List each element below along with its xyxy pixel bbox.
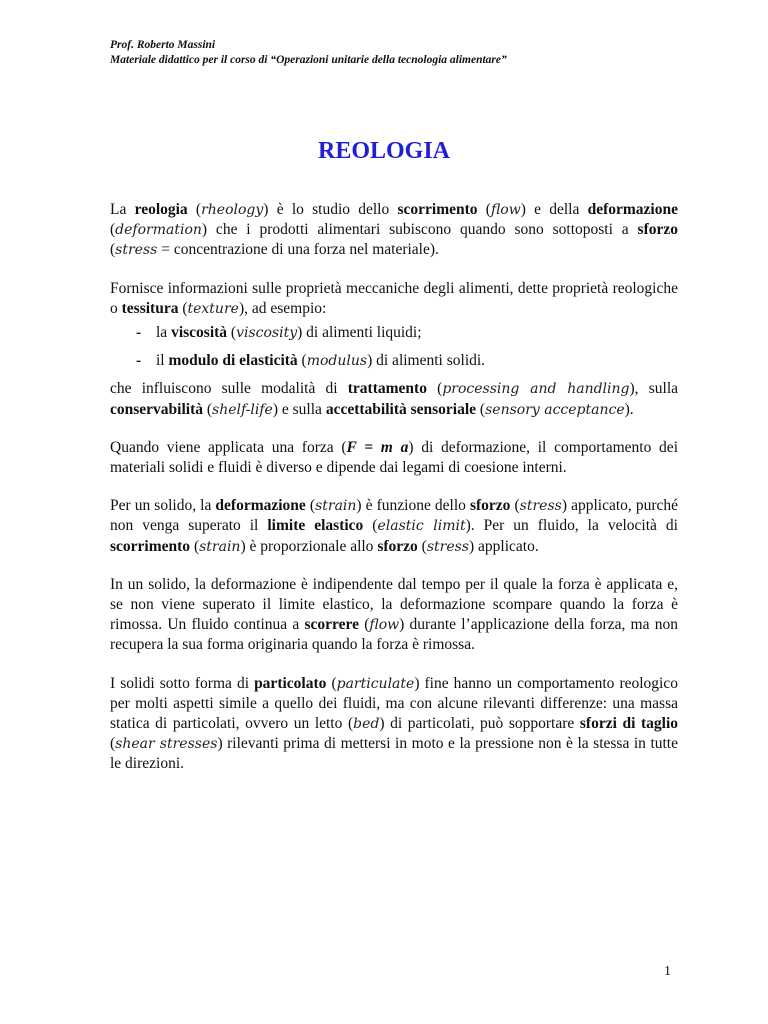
text-run: ). xyxy=(624,400,634,418)
text-run: ) di particolati, può sopportare xyxy=(379,715,580,733)
text-run: ) rilevanti prima di mettersi in moto e la pressione non è la stessa in tutte le direzioni. xyxy=(110,735,678,773)
english-term: rheology xyxy=(201,202,264,218)
text-run: il xyxy=(156,352,169,370)
text-run: ( xyxy=(110,241,116,259)
text-run: ). Per un fluido, la velocità di xyxy=(465,517,678,535)
paragraph-force xyxy=(110,438,678,478)
text-run: ( xyxy=(510,497,520,515)
text-run: ( xyxy=(178,299,188,317)
text-run: ( xyxy=(358,616,370,634)
text-run: ( xyxy=(110,221,116,239)
bold-term: modulo di elasticità xyxy=(168,352,298,370)
text-run: ( xyxy=(187,201,202,218)
text-run: ) che i prodotti alimentari subiscono quando sono sottoposti a xyxy=(201,221,638,239)
bold-term: particolato xyxy=(254,674,327,692)
english-term: elastic limit xyxy=(377,518,466,535)
document-body xyxy=(110,200,678,775)
english-term: shear stresses xyxy=(115,736,218,753)
bold-term: deformazione xyxy=(215,497,306,515)
bold-term: scorrere xyxy=(304,616,359,634)
text-run: = concentrazione di una forza nel materiale). xyxy=(157,241,439,259)
english-term: flow xyxy=(490,202,521,218)
text-run: In un solido, la deformazione è indipendente dal tempo per il quale la forza è applicata e, se non viene superato il limite elastico, la deformazione scompare quando la forza è rimossa. Un fluido continua a xyxy=(110,575,678,634)
text-run: ( xyxy=(227,324,237,342)
bold-term: viscosità xyxy=(171,324,228,342)
paragraph-definition xyxy=(110,200,678,261)
document-header xyxy=(110,38,680,68)
text-run: ( xyxy=(326,674,337,692)
text-run: ( xyxy=(203,400,213,418)
text-run: ) durante l’applicazione della forza, ma non recupera la sua forma originaria quando la forza è rimossa. xyxy=(110,616,678,654)
bold-term: reologia xyxy=(134,201,188,218)
text-run: che influiscono sulle modalità di xyxy=(110,380,348,398)
text-run: ) è lo studio dello xyxy=(263,201,398,218)
english-term: modulus xyxy=(306,353,368,370)
bold-term: scorrimento xyxy=(397,201,478,218)
text-run: ( xyxy=(297,352,307,370)
text-run: ), ad esempio: xyxy=(238,299,327,317)
bold-term: trattamento xyxy=(347,380,427,398)
english-term: stress xyxy=(426,538,469,555)
text-run: ) e della xyxy=(520,201,588,218)
text-run: ) fine hanno un comportamento reologico per molti aspetti simile a quello dei fluidi, ma con alcune rilevanti differenze: una massa statica di particolati, ovvero un letto ( xyxy=(110,674,678,733)
text-run: ( xyxy=(477,201,491,218)
english-term: processing and handling xyxy=(442,381,630,398)
bold-term: accettabilità sensoriale xyxy=(325,400,477,418)
english-term: texture xyxy=(187,300,239,317)
paragraph-texture xyxy=(110,279,678,319)
english-term: particulate xyxy=(336,675,415,692)
text-run: ( xyxy=(190,537,200,555)
paragraph-time-dependence xyxy=(110,575,678,656)
bold-term: sforzo xyxy=(469,497,511,515)
paragraph-particulate xyxy=(110,674,678,775)
text-run: I solidi sotto forma di xyxy=(110,674,255,692)
text-run: ( xyxy=(305,497,316,515)
english-term: deformation xyxy=(115,222,202,239)
course-line: Materiale didattico per il corso di “Operazioni unitarie della tecnologia alimentare” xyxy=(110,54,507,66)
author-line: Prof. Roberto Massini xyxy=(110,39,216,51)
document-title: REOLOGIA xyxy=(317,138,451,164)
english-term: shelf-life xyxy=(212,401,273,418)
text-run: Quando viene applicata una forza ( xyxy=(110,438,347,456)
text-run: ) applicato. xyxy=(468,537,539,555)
bold-term: limite elastico xyxy=(267,517,364,535)
text-run: ) applicato, purché non venga superato il xyxy=(110,497,679,535)
text-run: ( xyxy=(363,517,378,535)
text-run: la xyxy=(156,324,172,342)
text-run: ( xyxy=(426,380,443,398)
bold-term: deformazione xyxy=(587,201,678,218)
english-term: stress xyxy=(519,498,562,515)
bold-term: tessitura xyxy=(121,299,179,317)
text-run: La xyxy=(110,201,135,218)
english-term: sensory acceptance xyxy=(485,401,625,418)
paragraph-solid-fluid xyxy=(110,496,678,557)
property-list xyxy=(110,323,678,371)
english-term: bed xyxy=(353,716,380,733)
text-run: ) di alimenti liquidi; xyxy=(297,324,422,342)
english-term: viscosity xyxy=(236,325,298,342)
text-run: Fornisce informazioni sulle proprietà meccaniche degli alimenti, dette proprietà reologiche o xyxy=(110,279,678,317)
page-number: 1 xyxy=(664,964,671,979)
paragraph-processing xyxy=(110,379,678,419)
formula: F = m a xyxy=(346,438,409,456)
text-run: ), sulla xyxy=(629,380,678,398)
english-term: stress xyxy=(115,242,158,259)
bold-term: sforzo xyxy=(377,537,418,555)
text-run: ) di alimenti solidi. xyxy=(367,352,486,370)
text-run: ) di deformazione, il comportamento dei materiali solidi e fluidi è diverso e dipende dai legami di coesione interni. xyxy=(110,438,678,477)
english-term: flow xyxy=(369,617,400,634)
list-item-modulus xyxy=(156,351,678,371)
text-run: ) è proporzionale allo xyxy=(240,537,378,555)
bold-term: sforzi di taglio xyxy=(579,715,679,733)
text-run: ( xyxy=(417,537,427,555)
bold-term: scorrimento xyxy=(110,537,191,555)
text-run: ) è funzione dello xyxy=(356,497,470,515)
bold-term: conservabilità xyxy=(110,400,203,418)
text-run: Per un solido, la xyxy=(110,497,216,515)
list-item-viscosity xyxy=(156,323,678,343)
text-run: ) e sulla xyxy=(272,400,326,418)
english-term: strain xyxy=(315,498,357,515)
english-term: strain xyxy=(199,538,241,555)
text-run: ( xyxy=(476,400,486,418)
text-run: ( xyxy=(110,735,116,753)
bold-term: sforzo xyxy=(637,221,678,239)
